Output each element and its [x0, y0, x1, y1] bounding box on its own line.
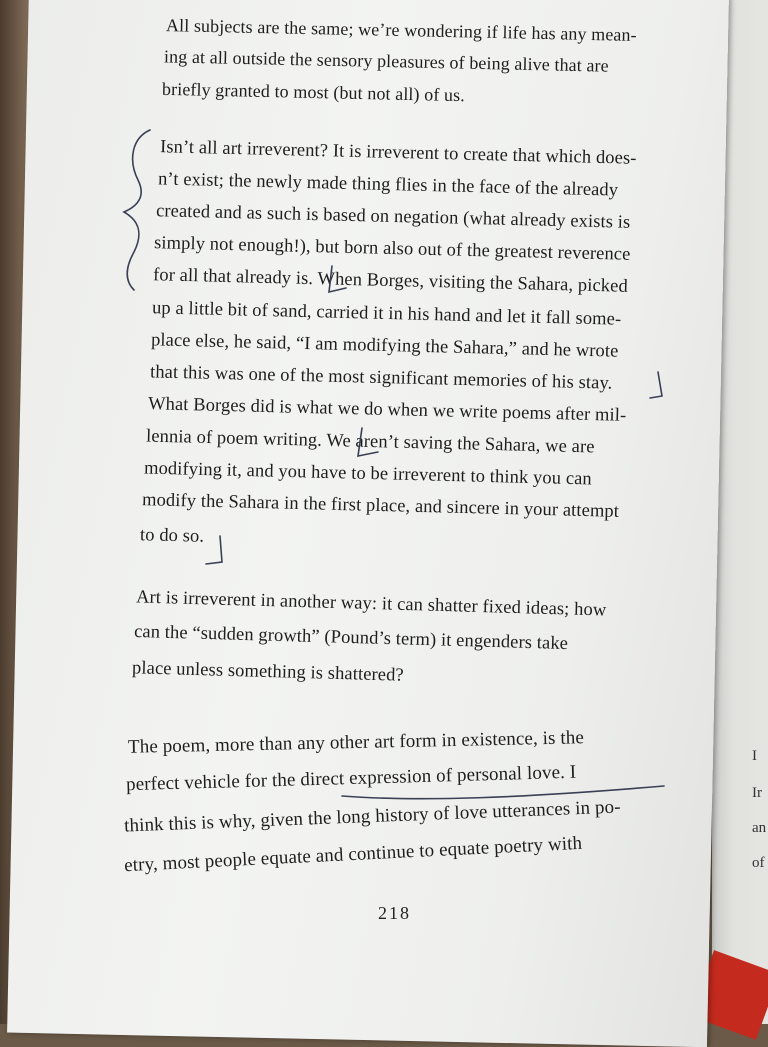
text-line: etry, most people equate and continue to equate poetry with [123, 832, 583, 877]
text-line: lennia of poem writing. We aren’t saving the Sahara, we are [145, 426, 595, 458]
text-line: All subjects are the same; we’re wondering if life has any mean- [165, 15, 637, 45]
facing-page-text: an [752, 820, 767, 836]
facing-page-text: Ir [752, 785, 762, 801]
text-line: up a little bit of sand, carried it in his hand and let it fall some- [151, 298, 622, 330]
text-line: perfect vehicle for the direct expression of personal love. I [125, 761, 577, 796]
text-line: What Borges did is what we do when we write poems after mil- [147, 394, 627, 426]
text-line: for all that already is. When Borges, visiting the Sahara, picked [152, 265, 629, 297]
text-line: Isn’t all art irreverent? It is irreverent to create that which does- [159, 137, 637, 169]
text-line: place unless something is shattered? [131, 658, 405, 686]
text-line: modifying it, and you have to be irreverent to think you can [143, 458, 593, 490]
bracket-mark-close [206, 536, 222, 564]
text-line: n’t exist; the newly made thing flies in the face of the already [157, 169, 619, 201]
bracket-mark-close [650, 372, 662, 398]
bracket-mark-open [329, 266, 346, 292]
facing-page-text: I [752, 748, 757, 764]
text-line: simply not enough!), but born also out of the greatest reverence [153, 233, 631, 265]
facing-page-text: of [752, 855, 765, 871]
text-line: created and as such is based on negation (what already exists is [155, 201, 631, 233]
text-line: that this was one of the most significant memories of his stay. [149, 362, 613, 394]
text-line: can the “sudden growth” (Pound’s term) it engenders take [133, 621, 569, 655]
text-line: modify the Sahara in the first place, and sincere in your attempt [141, 490, 620, 522]
text-line: place else, he said, “I am modifying the Sahara,” and he wrote [150, 330, 619, 362]
underline-mark [342, 786, 664, 799]
text-line: ing at all outside the sensory pleasures of being alive that are [163, 46, 609, 76]
text-line: The poem, more than any other art form in existence, is the [127, 727, 585, 758]
text-line: briefly granted to most (but not all) of us. [161, 78, 466, 106]
text-line: to do so. [139, 525, 205, 547]
page-number: 218 [378, 903, 411, 923]
text-line: think this is why, given the long history of love utterances in po- [123, 796, 621, 837]
bracket-mark-open [358, 428, 378, 456]
text-line: Art is irreverent in another way: it can shatter fixed ideas; how [135, 587, 607, 621]
curly-brace-mark [124, 130, 150, 290]
